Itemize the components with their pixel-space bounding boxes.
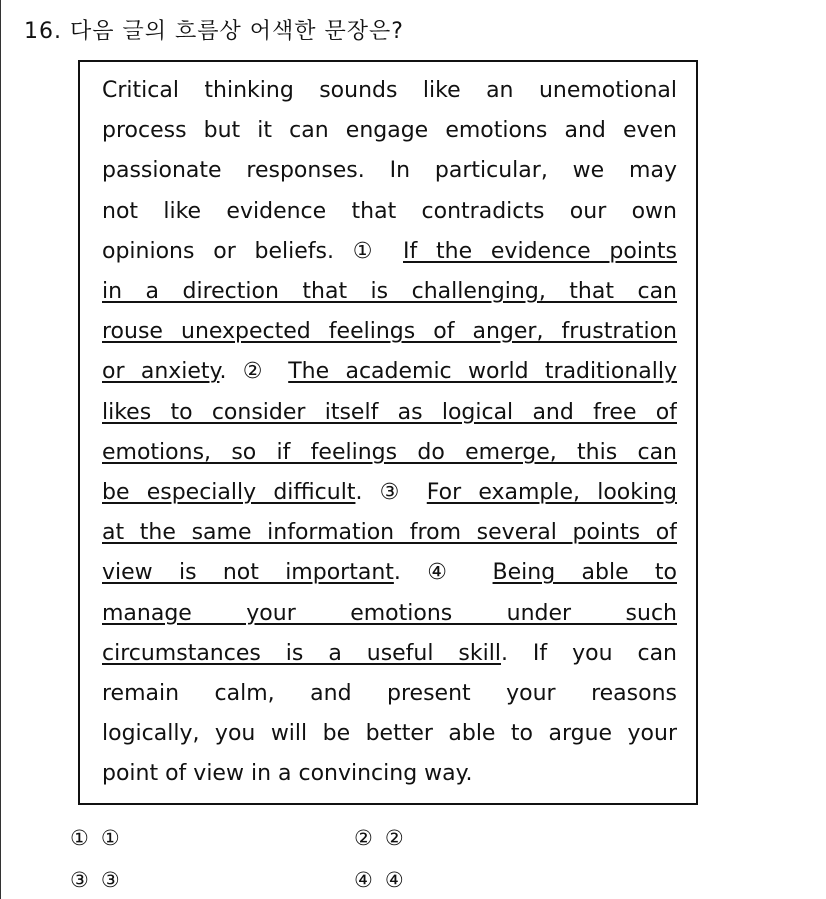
passage-line xyxy=(102,558,677,588)
passage-line xyxy=(102,277,677,307)
choice-text: ① xyxy=(100,826,120,850)
underlined-sentence-segment: Being able to xyxy=(492,560,677,586)
choice-text: ② xyxy=(384,826,404,850)
passage-box xyxy=(78,60,698,805)
passage-text-segment: logically, you will be better able to argue your xyxy=(102,721,677,747)
passage-line xyxy=(102,438,677,468)
passage-text-segment: process but it can engage emotions and even xyxy=(102,118,677,144)
passage-line xyxy=(102,76,677,106)
passage-text-segment: . ③ xyxy=(355,480,427,505)
passage-text-segment: . If you can xyxy=(500,640,677,666)
passage-line xyxy=(102,197,677,227)
question-title: 16. 다음 글의 흐름상 어색한 문장은? xyxy=(24,19,404,44)
underlined-sentence-segment: at the same information from several points of xyxy=(102,520,677,546)
choice-3[interactable] xyxy=(70,868,120,892)
passage-line xyxy=(102,639,677,669)
choice-marker: ③ xyxy=(70,868,89,892)
choice-4[interactable] xyxy=(354,868,404,892)
passage-text-segment: remain calm, and present your reasons xyxy=(102,681,677,706)
underlined-sentence-segment: For example, looking xyxy=(426,480,677,505)
passage-line xyxy=(102,759,677,789)
underlined-sentence-segment: likes to consider itself as logical and free of xyxy=(102,399,677,425)
underlined-sentence-segment: be especially difficult xyxy=(102,480,356,505)
passage-text-segment: opinions or beliefs. ① xyxy=(102,238,404,264)
choice-marker: ④ xyxy=(354,868,373,892)
underlined-sentence-segment: emotions, so if feelings do emerge, this can xyxy=(102,439,677,465)
choice-text: ③ xyxy=(100,868,120,892)
passage-text-segment: point of view in a convincing way. xyxy=(102,761,473,787)
underlined-sentence-segment: view is not important xyxy=(102,560,394,586)
underlined-sentence-segment: The academic world traditionally xyxy=(288,359,677,385)
passage-line xyxy=(102,357,677,387)
underlined-sentence-segment: If the evidence points xyxy=(403,238,677,264)
underlined-sentence-segment: or anxiety xyxy=(102,359,220,385)
choice-marker: ① xyxy=(70,826,89,850)
choice-2[interactable] xyxy=(354,826,404,850)
passage-text-segment: Critical thinking sounds like an unemotional xyxy=(102,78,677,103)
passage-line xyxy=(102,237,677,267)
choice-1[interactable] xyxy=(70,826,120,850)
passage-line xyxy=(102,156,677,186)
passage-line xyxy=(102,317,677,347)
underlined-sentence-segment: manage your emotions under such xyxy=(102,600,677,626)
underlined-sentence-segment: rouse unexpected feelings of anger, frustration xyxy=(102,319,677,345)
underlined-sentence-segment: circumstances is a useful skill xyxy=(102,640,501,666)
passage-text-segment: . ④ xyxy=(393,560,493,586)
passage-text-segment: passionate responses. In particular, we may xyxy=(102,158,677,184)
passage-line xyxy=(102,398,677,428)
left-margin-rule xyxy=(0,0,1,899)
passage-line xyxy=(102,116,677,146)
passage-line xyxy=(102,679,677,709)
choice-marker: ② xyxy=(354,826,373,850)
passage-line xyxy=(102,518,677,548)
passage-line xyxy=(102,719,677,749)
passage-line xyxy=(102,478,677,508)
choice-text: ④ xyxy=(384,868,404,892)
passage-text-segment: . ② xyxy=(219,359,289,385)
underlined-sentence-segment: in a direction that is challenging, that can xyxy=(102,279,677,304)
passage-text-segment: not like evidence that contradicts our own xyxy=(102,198,677,224)
passage-line xyxy=(102,599,677,629)
